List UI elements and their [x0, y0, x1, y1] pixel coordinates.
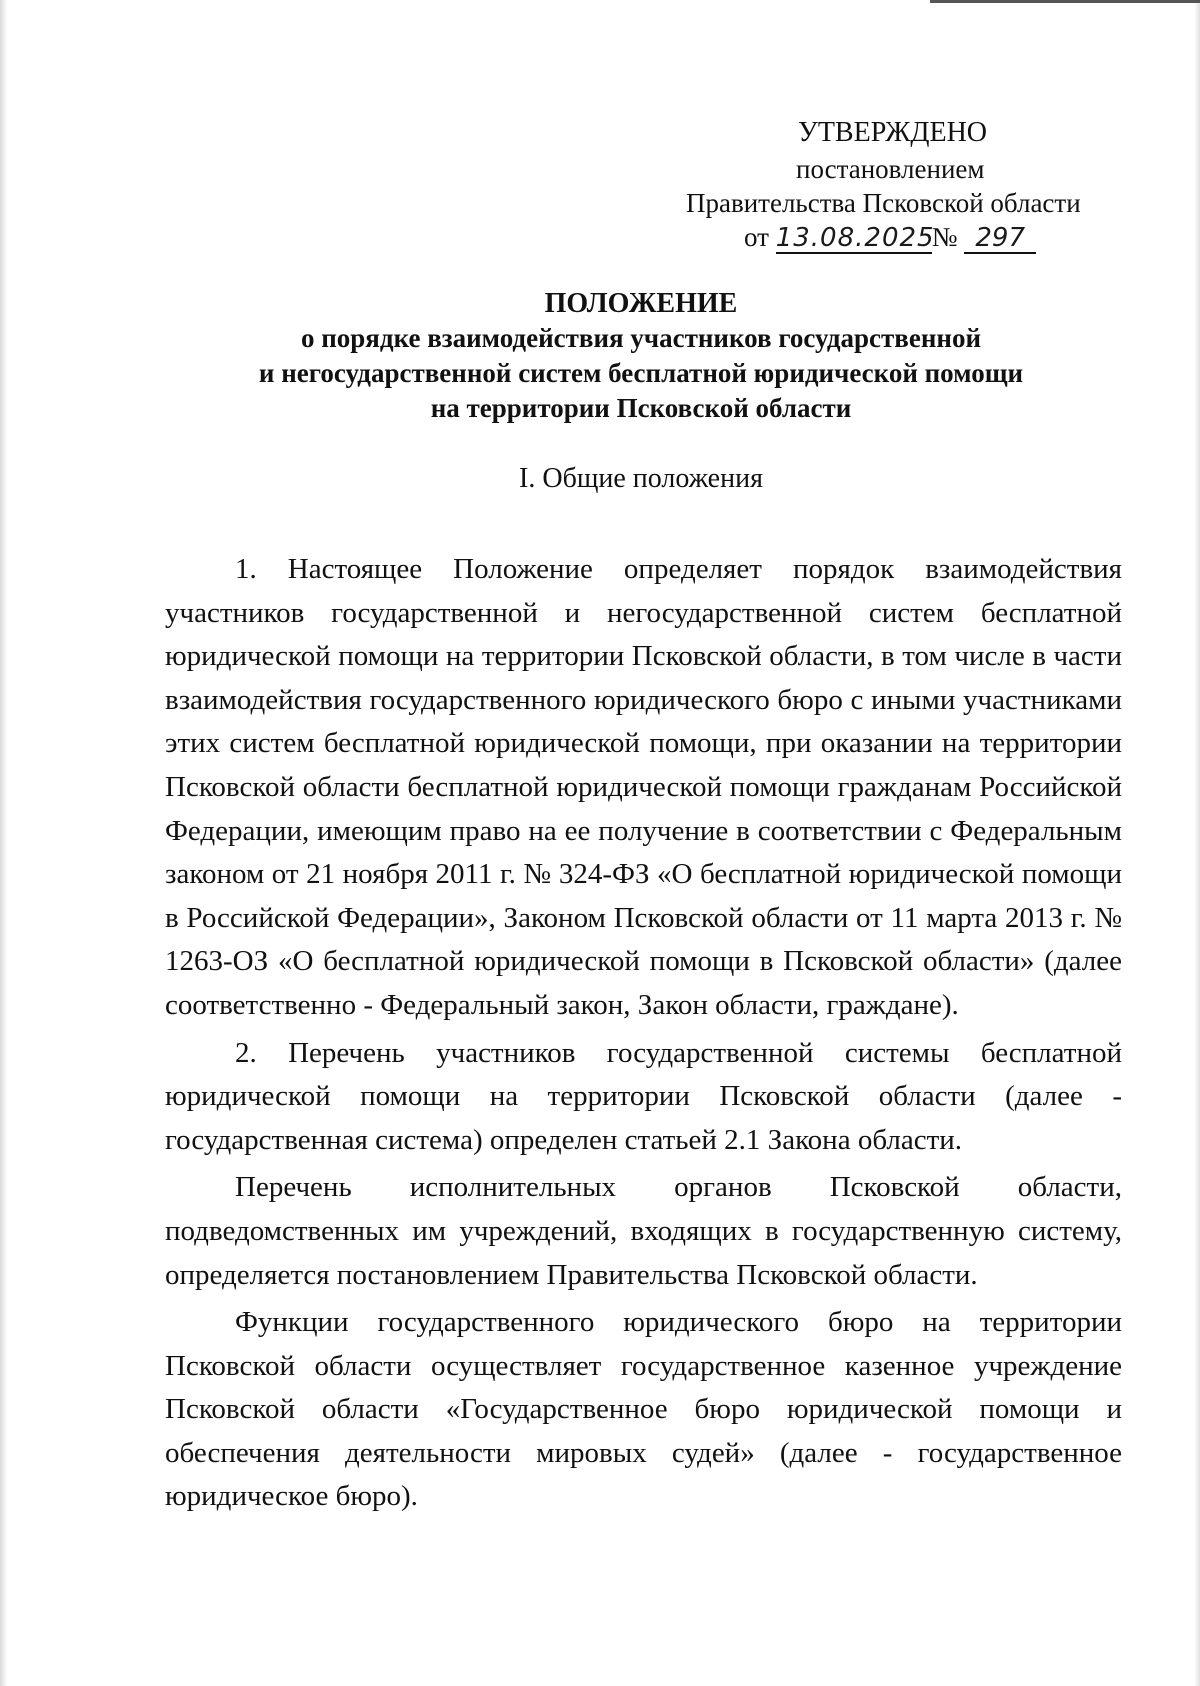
approved-label: УТВЕРЖДЕНО: [798, 117, 988, 148]
document-body: [165, 548, 1122, 1523]
document-title: [160, 286, 1122, 426]
government-label: Правительства Псковской области: [686, 188, 1081, 218]
scan-edge-right: [1194, 0, 1200, 1686]
paragraph-4: Функции государственного юридического бюро на территории Псковской области осуществляет государственное казенное учреждение Псковской области «Государственное бюро юридической помощи и обеспечения деятельности мировых судей» (далее - государственное юридическое бюро).: [165, 1306, 1122, 1513]
title-line-1: о порядке взаимодействия участников государственной: [300, 323, 981, 353]
approval-stamp-block: [640, 116, 1120, 254]
scan-top-mark: [930, 0, 1200, 3]
paragraph-1: 1. Настоящее Положение определяет порядок взаимодействия участников государственной и негосударственной систем бесплатной юридической помощи на территории Псковской области, в том числе в части взаимодействия государственного юридического бюро с иными участниками этих систем бесплатной юридической помощи, при оказании на территории Псковской области бесплатной юридической помощи гражданам Российской Федерации, имеющим право на ее получение в соответствии с Федеральным законом от 21 ноября 2011 г. № 324-ФЗ «О бесплатной юридической помощи в Российской Федерации», Законом Псковской области от 11 марта 2013 г. № 1263-ОЗ «О бесплатной юридической помощи в Псковской области» (далее соответственно - Федеральный закон, Закон области, граждане).: [165, 553, 1122, 1021]
decree-date-line: [744, 220, 1120, 254]
paragraph-2: 2. Перечень участников государственной системы бесплатной юридической помощи на территории Псковской области (далее - государственная система) определен статьей 2.1 Закона области.: [165, 1036, 1122, 1156]
decree-number-handwritten: 297: [964, 224, 1036, 254]
from-label: от: [744, 222, 769, 252]
title-line-2: и негосударственной систем бесплатной юридической помощи: [258, 358, 1024, 388]
decree-date-handwritten: 13.08.2025: [775, 223, 935, 253]
scan-edge-left: [0, 0, 8, 1686]
paragraph-3: Перечень исполнительных органов Псковской области, подведомственных им учреждений, входящих в государственную систему, определяется постановлением Правительства Псковской области.: [165, 1171, 1122, 1291]
number-label: №: [931, 222, 958, 252]
title-line-3: на территории Псковской области: [430, 393, 852, 423]
section-heading: I. Общие положения: [519, 463, 763, 494]
title-main: ПОЛОЖЕНИЕ: [544, 288, 738, 319]
by-decree-label: постановлением: [796, 154, 985, 184]
